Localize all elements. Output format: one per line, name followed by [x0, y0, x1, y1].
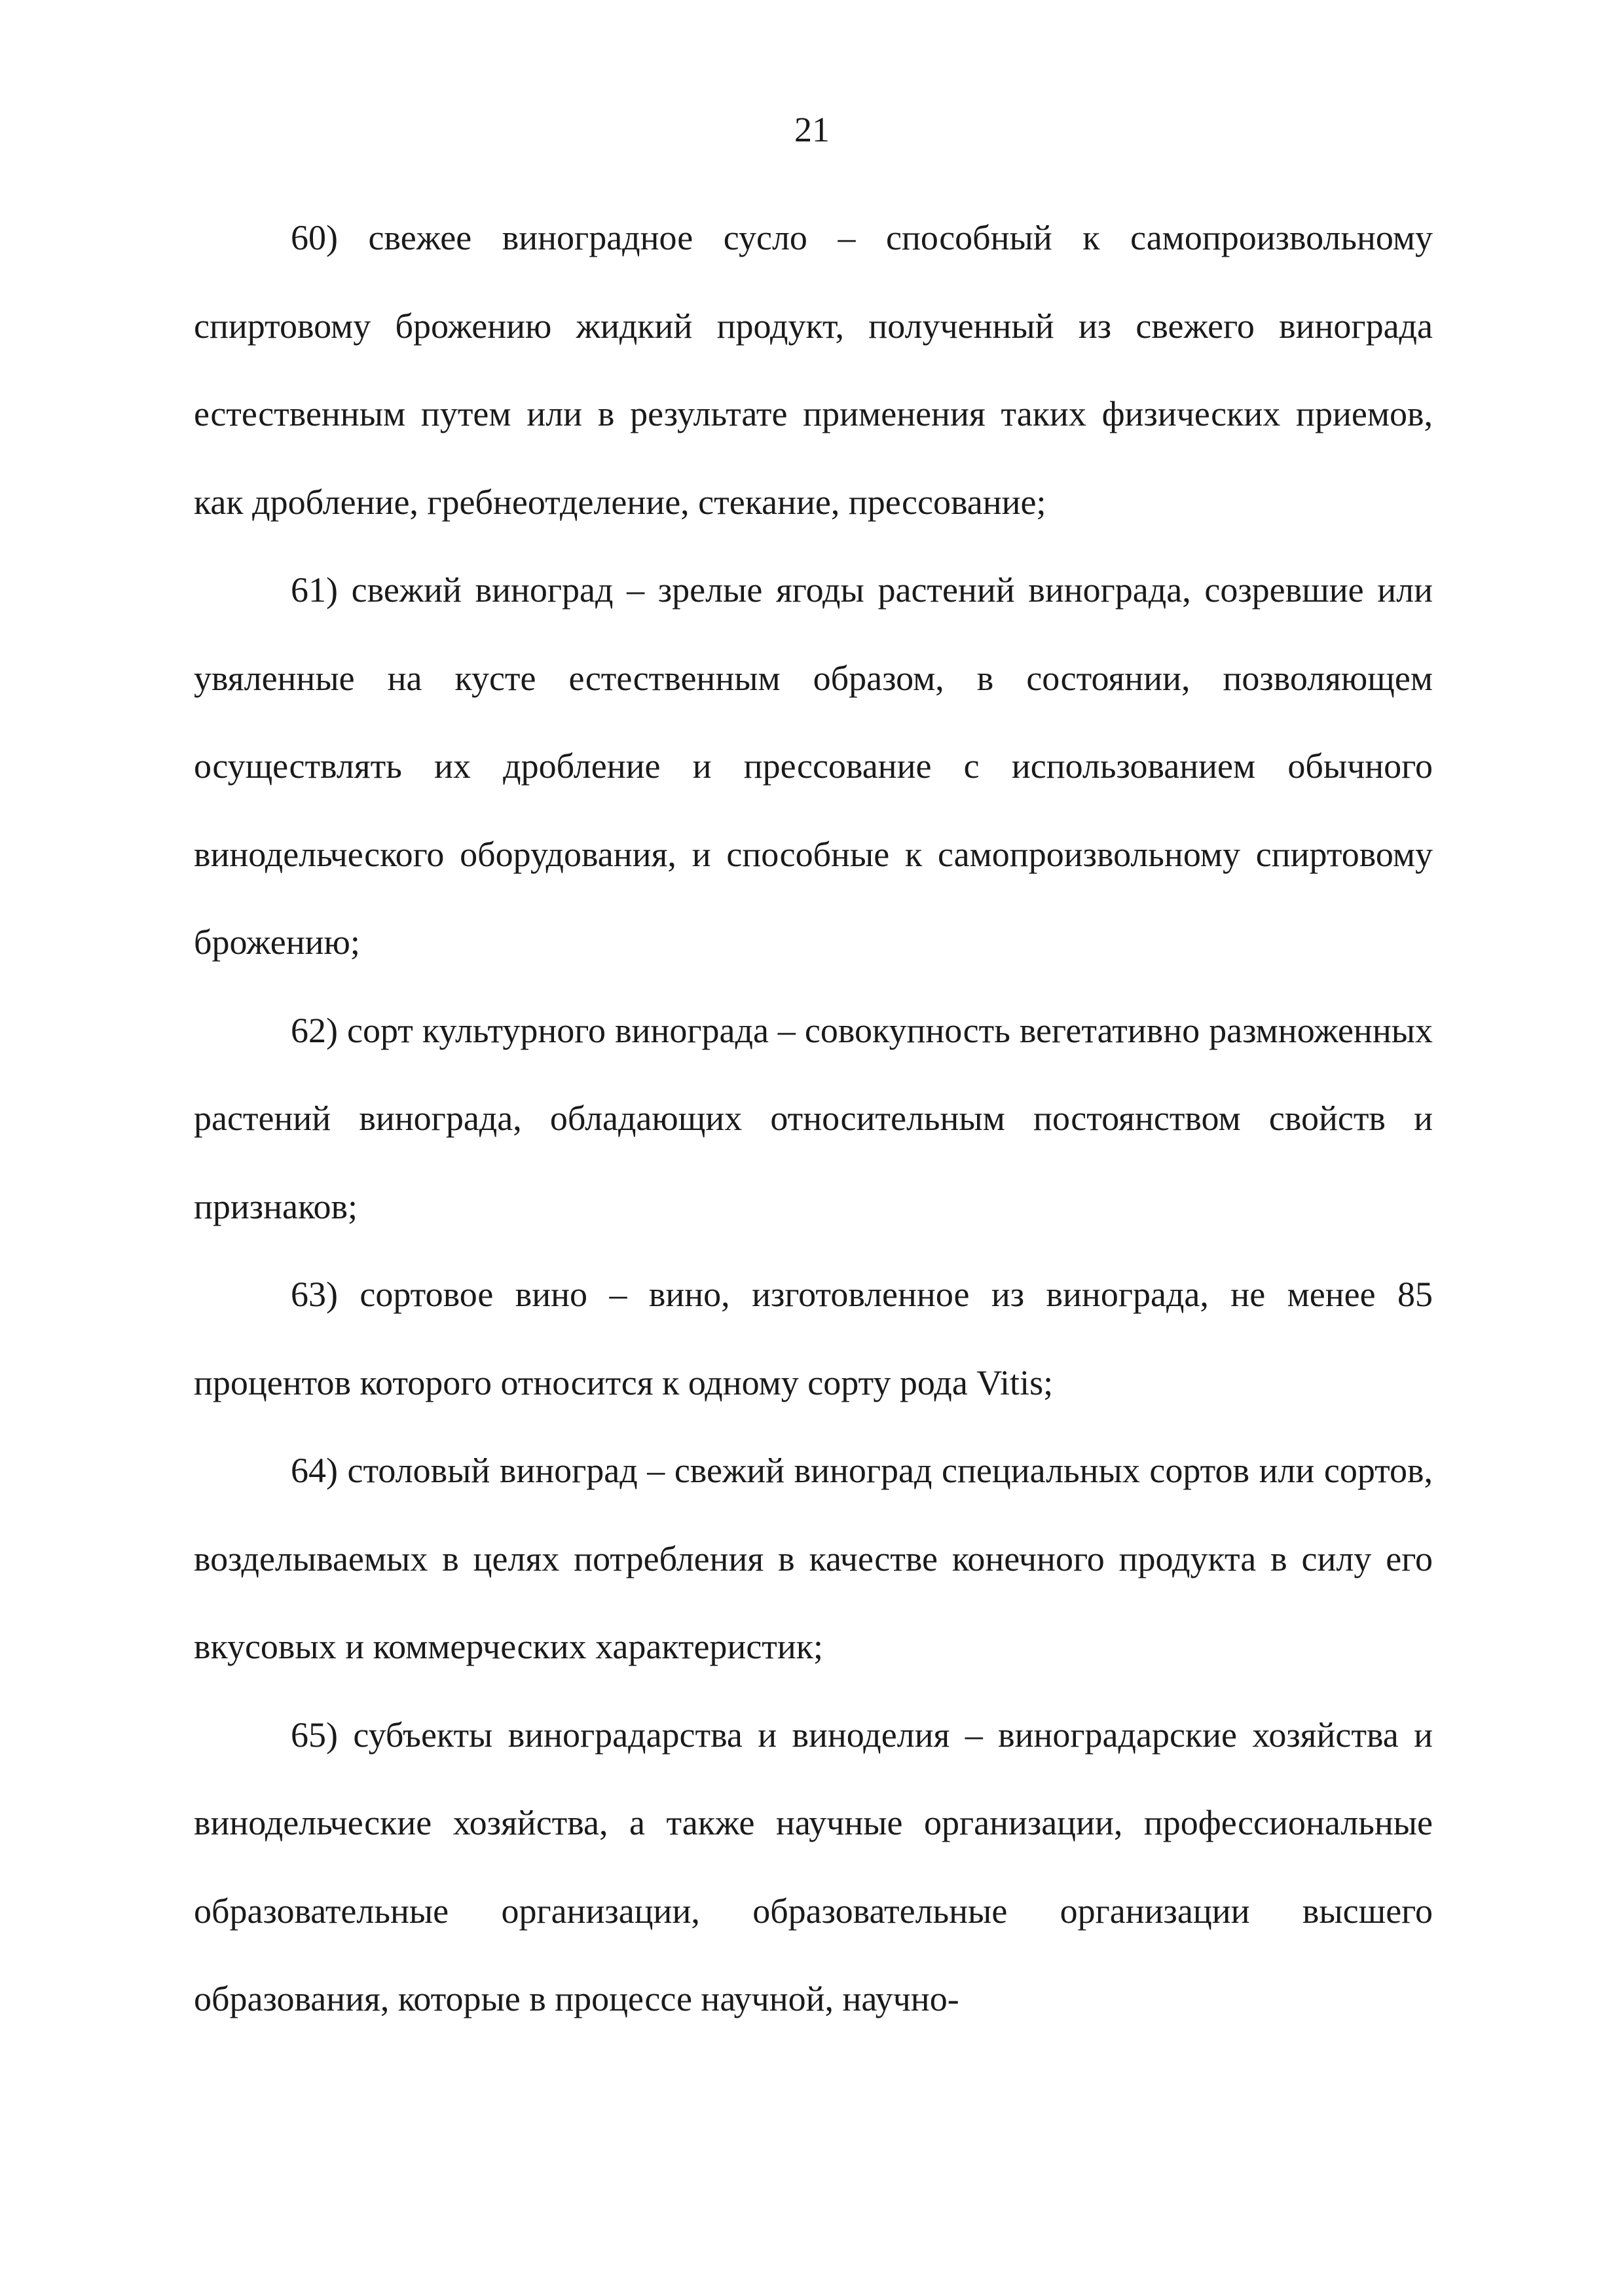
paragraph-62 — [194, 987, 1433, 1251]
paragraph-text: сорт культурного винограда – совокупность вегетативно размноженных растений винограда, обладающих относительным постоянством свойств и признаков; — [194, 1010, 1433, 1226]
paragraph-text: свежее виноградное сусло – способный к самопроизвольному спиртовому брожению жидкий продукт, полученный из свежего винограда естественным путем или в результате применения таких физических приемов, как дробление, гребнеотделение, стекание, прессование; — [194, 218, 1433, 522]
paragraph-number: 64) — [291, 1451, 338, 1490]
paragraph-63 — [194, 1250, 1433, 1427]
paragraph-number: 65) — [291, 1715, 338, 1755]
paragraph-number: 63) — [291, 1275, 338, 1314]
paragraph-number: 61) — [291, 570, 338, 610]
paragraph-61 — [194, 546, 1433, 987]
document-body — [194, 194, 1433, 2043]
paragraph-text: свежий виноград – зрелые ягоды растений винограда, созревшие или увяленные на кусте естественным образом, в состоянии, позволяющем осуществлять их дробление и прессование с использованием обычного винодельческого оборудования, и способные к самопроизвольному спиртовому брожению; — [194, 570, 1433, 962]
paragraph-65 — [194, 1691, 1433, 2043]
paragraph-64 — [194, 1427, 1433, 1691]
paragraph-text: сортовое вино – вино, изготовленное из винограда, не менее 85 процентов которого относится к одному сорту рода Vitis; — [194, 1275, 1433, 1402]
paragraph-60 — [194, 194, 1433, 546]
paragraph-number: 60) — [291, 218, 338, 257]
paragraph-text: субъекты виноградарства и виноделия – виноградарские хозяйства и винодельческие хозяйства, а также научные организации, профессиональные образовательные организации, образовательные организации высшего образования, которые в процессе научной, научно- — [194, 1715, 1433, 2018]
paragraph-number: 62) — [291, 1010, 338, 1050]
paragraph-text: столовый виноград – свежий виноград специальных сортов или сортов, возделываемых в целях потребления в качестве конечного продукта в силу его вкусовых и коммерческих характеристик; — [194, 1451, 1433, 1666]
page-number: 21 — [794, 110, 830, 149]
